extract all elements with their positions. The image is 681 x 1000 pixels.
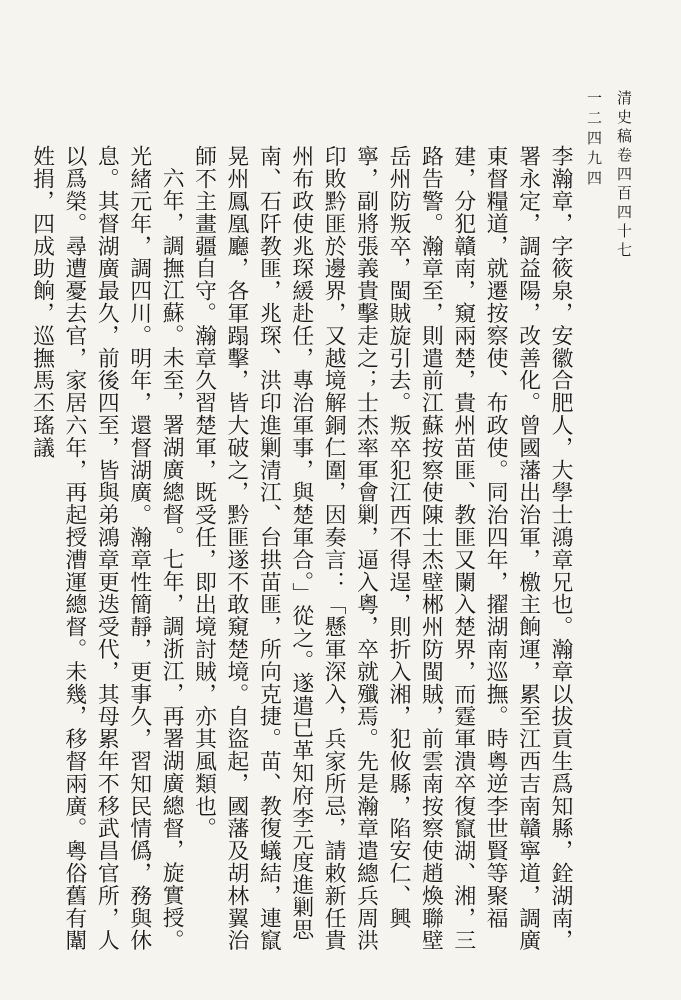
body-text (29, 145, 576, 965)
page-number: 一二四九四 (585, 90, 603, 190)
book-title: 清史稿卷四百四十七 (615, 90, 633, 261)
paragraph-2: 六年，調撫江蘇。未至，署湖廣總督。七年，調浙江，再署湖廣總督，旋實授。光緒元年，調四川。明年，還督湖廣。瀚章性簡靜，更事久，習知民情僞，務與休息。其督湖廣最久，前後四至，皆與弟鴻章更迭受代，其母累年不移武昌官所，人以爲榮。尋遭憂去官，家居六年，再起授漕運總督。未幾，移督兩廣。粵俗舊有闈姓捐，四成助餉，巡撫馬丕瑤議 (29, 145, 185, 952)
paragraph-1: 李瀚章，字筱泉，安徽合肥人，大學士鴻章兄也。瀚章以拔貢生爲知縣，銓湖南，署永定，調益陽，改善化。曾國藩出治軍，檄主餉運，累至江西吉南贛寧道，調廣東督糧道，就遷按察使、布政使。同治四年，擢湖南巡撫。時粵逆李世賢等聚福建，分犯贛南，窺兩楚，貴州苗匪、教匪又闌入楚界，而霆軍潰卒復竄湖、湘，三路告警。瀚章至，則遣前江蘇按察使陳士杰壁郴州防閩賊，前雲南按察使趙煥聯壁岳州防叛卒，閩賊旋引去。叛卒犯江西不得逞，則折入湘，犯攸縣，陷安仁、興寧，副將張義貴擊走之；士杰率軍會剿，逼入粵，卒就殲焉。先是瀚章遣總兵周洪印敗黔匪於邊界，又越境解銅仁圍，因奏言：「懸軍深入，兵家所忌，請敕新任貴州布政使兆琛緩赴任，專治軍事，與楚軍合。」從之。遂遣已革知府李元度進剿思南、石阡教匪，兆琛、洪印進剿清江、台拱苗匪，所向克捷。苗、教復蟻結，連竄晃州鳳凰廳，各軍蹋擊，皆大破之，黔匪遂不敢窺楚境。自盜起，國藩及胡林翼治師不主畫疆自守。瀚章久習楚軍，既受任，即出境討賊，亦其風類也。 (191, 145, 573, 952)
